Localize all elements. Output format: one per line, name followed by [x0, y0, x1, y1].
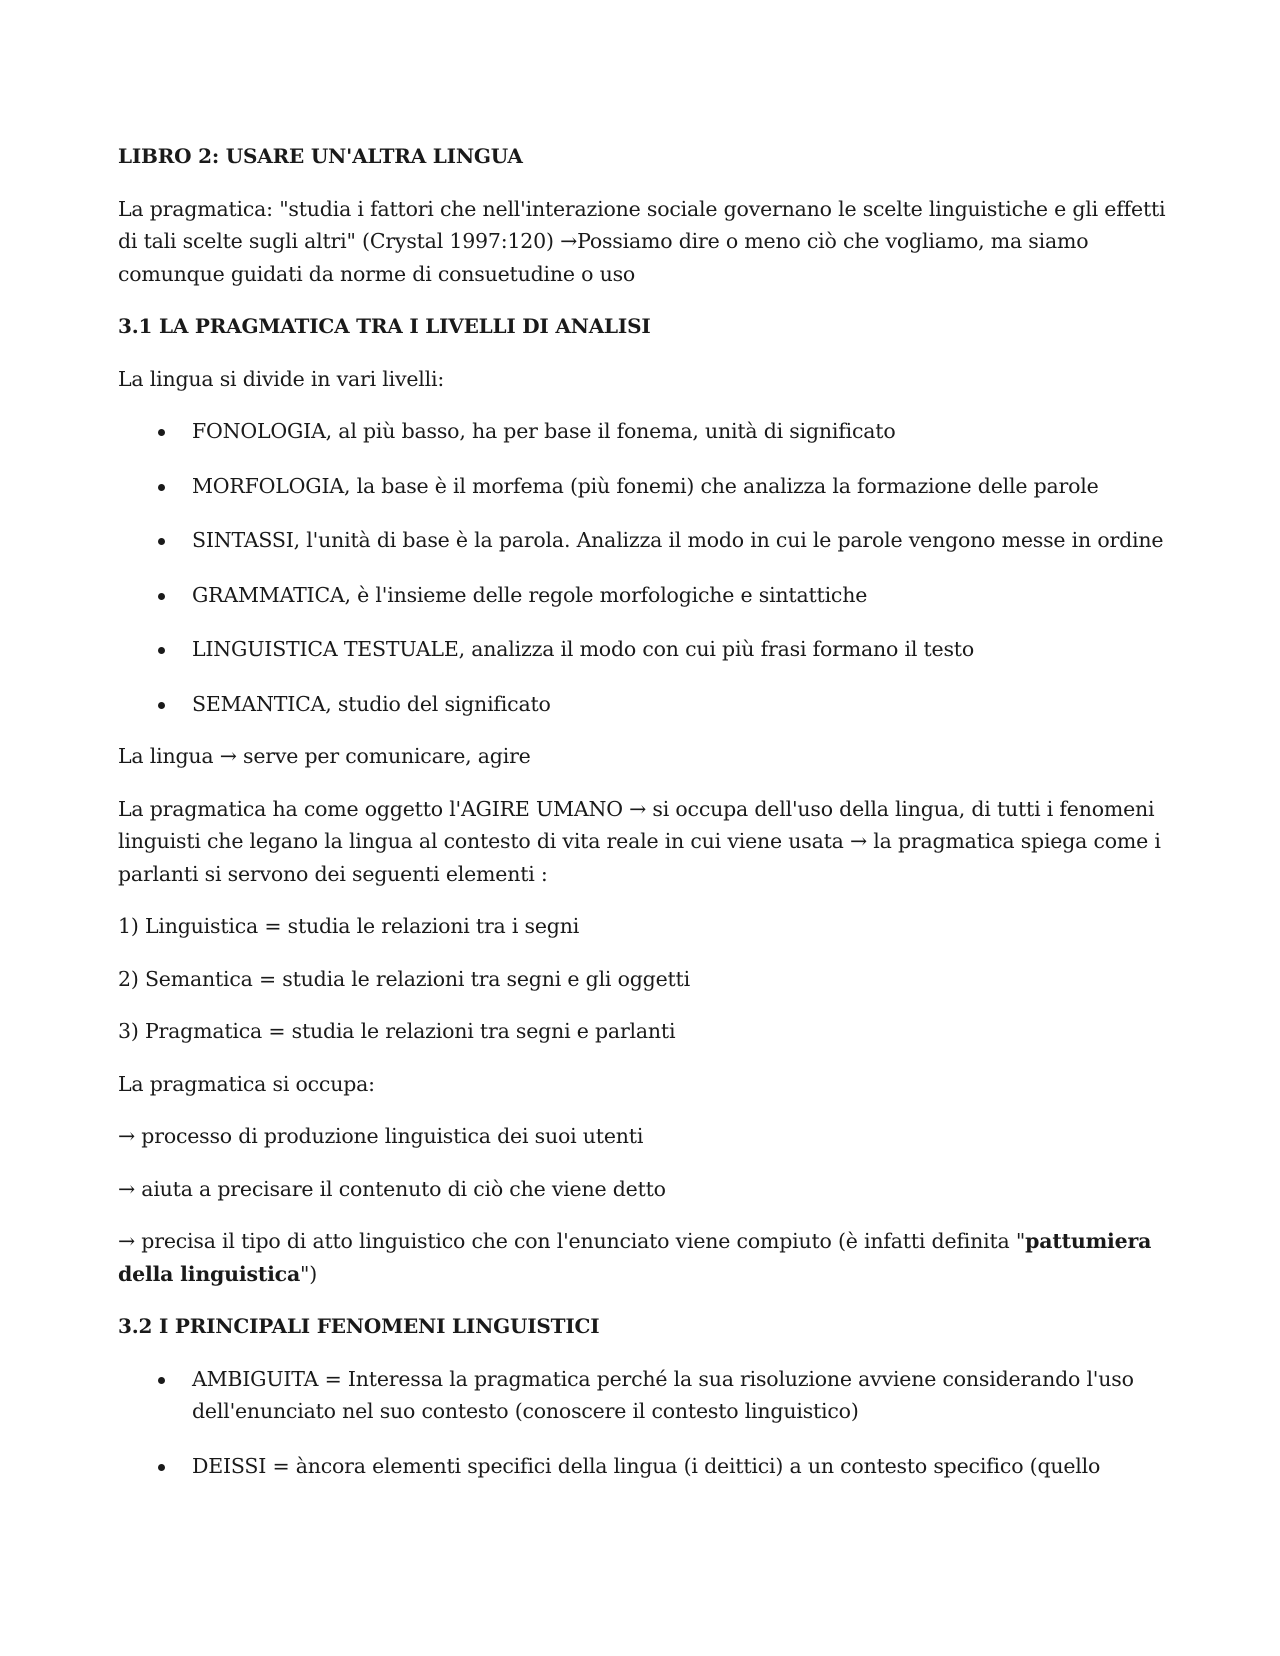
- phenomena-list: [118, 1363, 1178, 1483]
- intro-paragraph: La pragmatica: "studia i fattori che nell'interazione sociale governano le scelte linguistiche e gli effetti di tali scelte sugli altri" (Crystal 1997:120) →Possiamo dire o meno ciò che vogliamo, ma siamo comunque guidati da norme di consuetudine o uso: [118, 196, 1166, 286]
- section-heading-3-1: 3.1 LA PRAGMATICA TRA I LIVELLI DI ANALISI: [118, 314, 651, 338]
- arrow-item: → processo di produzione linguistica dei suoi utenti: [118, 1124, 644, 1148]
- list-item: DEISSI = àncora elementi specifici della lingua (i deittici) a un contesto specifico (quello: [118, 1450, 1178, 1483]
- lingua-paragraph: La lingua → serve per comunicare, agire: [118, 744, 531, 768]
- list-item: SINTASSI, l'unità di base è la parola. Analizza il modo in cui le parole vengono messe in ordine: [118, 524, 1178, 557]
- list-item: FONOLOGIA, al più basso, ha per base il fonema, unità di significato: [118, 415, 1178, 448]
- arrow-item: → aiuta a precisare il contenuto di ciò che viene detto: [118, 1176, 666, 1201]
- document-page: [118, 140, 1178, 1502]
- definition-text-before: → precisa il tipo di atto linguistico che con l'enunciato viene compiuto (è infatti definita ": [118, 1229, 1026, 1253]
- levels-lead: La lingua si divide in vari livelli:: [118, 366, 445, 391]
- numbered-item: 1) Linguistica = studia le relazioni tra i segni: [118, 914, 580, 938]
- list-item: SEMANTICA, studio del significato: [118, 688, 1178, 721]
- numbered-item: 3) Pragmatica = studia le relazioni tra segni e parlanti: [118, 1019, 676, 1043]
- document-title: LIBRO 2: USARE UN'ALTRA LINGUA: [118, 144, 523, 168]
- definition-bold-term: pattumiera della linguistica: [118, 1229, 1152, 1286]
- list-item: AMBIGUITA = Interessa la pragmatica perché la sua risoluzione avviene considerando l'uso dell'enunciato nel suo contesto (conoscere il contesto linguistico): [118, 1363, 1178, 1428]
- list-item: MORFOLOGIA, la base è il morfema (più fonemi) che analizza la formazione delle parole: [118, 470, 1178, 503]
- list-item: LINGUISTICA TESTUALE, analizza il modo con cui più frasi formano il testo: [118, 633, 1178, 666]
- section-heading-3-2: 3.2 I PRINCIPALI FENOMENI LINGUISTICI: [118, 1314, 600, 1338]
- levels-list: [118, 415, 1178, 720]
- agire-paragraph: La pragmatica ha come oggetto l'AGIRE UMANO → si occupa dell'uso della lingua, di tutti i fenomeni linguisti che legano la lingua al contesto di vita reale in cui viene usata → la pragmatica spiega come i parlanti si servono dei seguenti elementi :: [118, 796, 1161, 886]
- arrow-item-definition: [118, 1225, 1178, 1290]
- numbered-item: 2) Semantica = studia le relazioni tra segni e gli oggetti: [118, 966, 690, 991]
- list-item: GRAMMATICA, è l'insieme delle regole morfologiche e sintattiche: [118, 579, 1178, 612]
- definition-text-after: "): [300, 1261, 318, 1286]
- occupa-paragraph: La pragmatica si occupa:: [118, 1071, 375, 1096]
